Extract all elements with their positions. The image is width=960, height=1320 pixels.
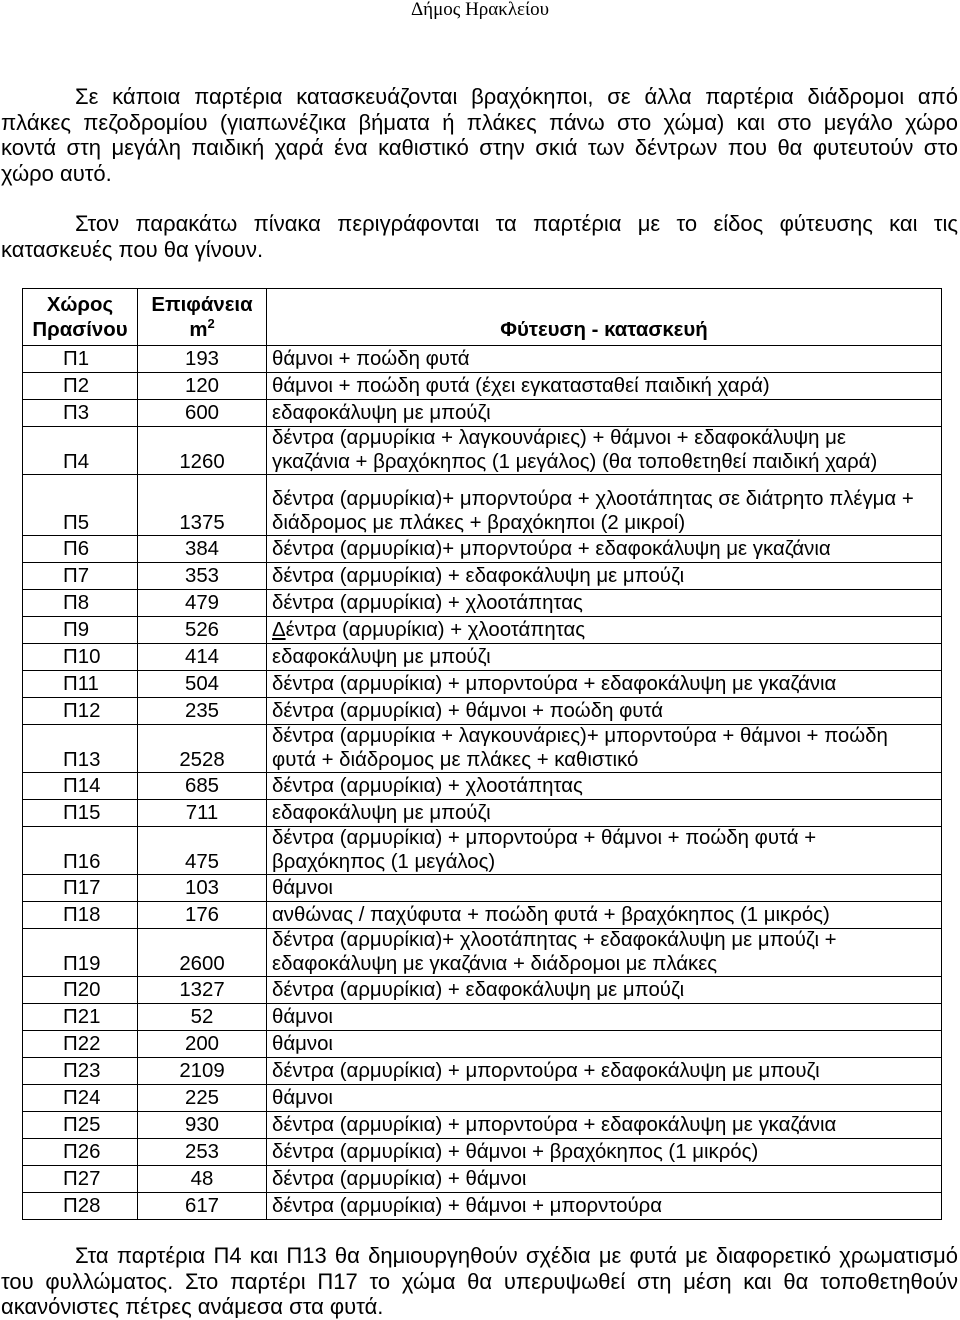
text-line: ακανόνιστες πέτρες ανάμεσα στα φυτά. [1, 1294, 384, 1320]
plot-id-cell: Π10 [23, 644, 138, 671]
area-cell: 176 [138, 902, 267, 929]
plot-id-cell: Π22 [23, 1031, 138, 1058]
planting-line: δέντρα (αρμυρίκια) + θάμνοι + ποώδη φυτά [272, 699, 663, 722]
table-row [23, 698, 942, 725]
planting-line: δέντρα (αρμυρίκια) + θάμνοι [272, 1167, 527, 1190]
table-row [23, 400, 942, 427]
table-row [23, 875, 942, 902]
table-row [23, 617, 942, 644]
planting-cell [267, 427, 942, 475]
area-cell: 600 [138, 400, 267, 427]
plot-id-cell: Π25 [23, 1112, 138, 1139]
planting-line: δέντρα (αρμυρίκια)+ χλοοτάπητας + εδαφοκάλυψη με μπούζι + [272, 929, 837, 951]
area-cell: 235 [138, 698, 267, 725]
area-cell: 1375 [138, 475, 267, 536]
plot-id-cell: Π12 [23, 698, 138, 725]
column-header-area-name [23, 289, 138, 346]
text-line: Στον παρακάτω πίνακα περιγράφονται τα παρτέρια με το είδος φύτευσης και τις [75, 211, 958, 236]
planting-cell [267, 1193, 942, 1220]
table-row [23, 773, 942, 800]
table-row [23, 929, 942, 977]
plot-id-cell: Π23 [23, 1058, 138, 1085]
planting-cell [267, 373, 942, 400]
planting-line: δέντρα (αρμυρίκια) + μπορντούρα + θάμνοι + ποώδη φυτά + [272, 827, 817, 849]
plot-id-cell: Π20 [23, 977, 138, 1004]
text-line: Στα παρτέρια Π4 και Π13 θα δημιουργηθούν σχέδια με φυτά με διαφορετικό χρωματισμό [75, 1243, 958, 1268]
planting-cell [267, 725, 942, 773]
planting-line: θάμνοι [272, 1086, 333, 1109]
plot-id-cell: Π17 [23, 875, 138, 902]
plot-id-cell: Π6 [23, 536, 138, 563]
planting-cell [267, 1004, 942, 1031]
table-row [23, 1085, 942, 1112]
planting-cell [267, 773, 942, 800]
plot-id-cell: Π2 [23, 373, 138, 400]
area-cell: 475 [138, 827, 267, 875]
plot-id-cell: Π8 [23, 590, 138, 617]
area-cell: 617 [138, 1193, 267, 1220]
area-cell: 52 [138, 1004, 267, 1031]
table-header-row [23, 289, 942, 346]
area-cell: 414 [138, 644, 267, 671]
table-row [23, 1193, 942, 1220]
table-row [23, 475, 942, 536]
planting-line: δέντρα (αρμυρίκια) + θάμνοι + μπορντούρα [272, 1194, 662, 1217]
planting-line: φυτά + διάδρομος με πλάκες + καθιστικό [272, 748, 639, 771]
table-row [23, 1166, 942, 1193]
planting-cell [267, 1139, 942, 1166]
planting-cell [267, 536, 942, 563]
table-row [23, 1139, 942, 1166]
planting-line: δέντρα (αρμυρίκια) + θάμνοι + βραχόκηπος (1 μικρός) [272, 1140, 759, 1163]
plot-id-cell: Π11 [23, 671, 138, 698]
planting-line: δέντρα (αρμυρίκια)+ μπορντούρα + εδαφοκάλυψη με γκαζάνια [272, 537, 831, 560]
plot-id-cell: Π9 [23, 617, 138, 644]
table-row [23, 827, 942, 875]
area-cell: 193 [138, 346, 267, 373]
table-row [23, 1031, 942, 1058]
planting-line: Δέντρα (αρμυρίκια) + χλοοτάπητας [272, 618, 586, 641]
planting-line: δέντρα (αρμυρίκια)+ μπορντούρα + χλοοτάπητας σε διάτρητο πλέγμα + [272, 488, 914, 510]
table-row [23, 977, 942, 1004]
area-cell: 504 [138, 671, 267, 698]
plot-id-cell: Π3 [23, 400, 138, 427]
plot-id-cell: Π13 [23, 725, 138, 773]
area-cell: 1260 [138, 427, 267, 475]
planting-cell [267, 977, 942, 1004]
table-row [23, 427, 942, 475]
table-row [23, 671, 942, 698]
table-row [23, 590, 942, 617]
planting-line: εδαφοκάλυψη με μπούζι [272, 645, 491, 668]
planting-cell [267, 563, 942, 590]
plot-id-cell: Π26 [23, 1139, 138, 1166]
planting-line: θάμνοι [272, 876, 333, 899]
plot-id-cell: Π14 [23, 773, 138, 800]
planting-cell [267, 1031, 942, 1058]
area-cell: 479 [138, 590, 267, 617]
area-cell: 253 [138, 1139, 267, 1166]
column-header-surface [138, 289, 267, 346]
planting-cell [267, 1166, 942, 1193]
area-cell: 353 [138, 563, 267, 590]
area-cell: 2109 [138, 1058, 267, 1085]
page-header-title: Δήμος Ηρακλείου [410, 0, 550, 20]
planting-cell [267, 617, 942, 644]
table-row [23, 902, 942, 929]
plot-id-cell: Π19 [23, 929, 138, 977]
planting-line: εδαφοκάλυψη με γκαζάνια + διάδρομοι με πλάκες [272, 952, 718, 975]
area-cell: 2528 [138, 725, 267, 773]
plot-id-cell: Π5 [23, 475, 138, 536]
planting-table [22, 288, 942, 1220]
planting-cell [267, 875, 942, 902]
plot-id-cell: Π24 [23, 1085, 138, 1112]
planting-table-head [23, 289, 942, 346]
planting-line: δέντρα (αρμυρίκια) + μπορντούρα + εδαφοκάλυψη με μπουζι [272, 1059, 820, 1082]
planting-cell [267, 827, 942, 875]
column-header-planting [267, 289, 942, 346]
table-row [23, 563, 942, 590]
plot-id-cell: Π18 [23, 902, 138, 929]
area-cell: 930 [138, 1112, 267, 1139]
closing-paragraph [1, 1243, 958, 1320]
planting-cell [267, 1112, 942, 1139]
surface-unit: m [189, 319, 208, 341]
planting-cell [267, 902, 942, 929]
table-row [23, 644, 942, 671]
planting-line: δέντρα (αρμυρίκια) + εδαφοκάλυψη με μπούζι [272, 978, 685, 1001]
planting-cell [267, 346, 942, 373]
table-row [23, 1112, 942, 1139]
area-cell: 2600 [138, 929, 267, 977]
area-cell: 711 [138, 800, 267, 827]
planting-line: δέντρα (αρμυρίκια) + μπορντούρα + εδαφοκάλυψη με γκαζάνια [272, 672, 837, 695]
planting-line: θάμνοι + ποώδη φυτά (έχει εγκατασταθεί παιδική χαρά) [272, 374, 770, 397]
table-row [23, 346, 942, 373]
area-cell: 1327 [138, 977, 267, 1004]
table-row [23, 1058, 942, 1085]
intro-paragraph-2 [1, 211, 958, 262]
plot-id-cell: Π27 [23, 1166, 138, 1193]
table-row [23, 800, 942, 827]
planting-line: θάμνοι [272, 1032, 333, 1055]
plot-id-cell: Π1 [23, 346, 138, 373]
planting-cell [267, 590, 942, 617]
plot-id-cell: Π15 [23, 800, 138, 827]
planting-line: δέντρα (αρμυρίκια + λαγκουνάριες) + θάμνοι + εδαφοκάλυψη με [272, 427, 847, 449]
text-line: Σε κάποια παρτέρια κατασκευάζονται βραχόκηποι, σε άλλα παρτέρια διάδρομοι από [75, 84, 958, 109]
planting-line: ανθώνας / παχύφυτα + ποώδη φυτά + βραχόκηπος (1 μικρός) [272, 903, 830, 926]
area-cell: 200 [138, 1031, 267, 1058]
area-cell: 526 [138, 617, 267, 644]
text-line: κατασκευές που θα γίνουν. [1, 236, 264, 262]
table-row [23, 725, 942, 773]
header-line: Χώρος [46, 294, 114, 316]
planting-cell [267, 475, 942, 536]
text-line: πλάκες πεζοδρομίου (γιαπωνέζικα βήματα ή πλάκες πάνω στο χώμα) και στο μεγάλο χώρο [1, 109, 958, 135]
planting-line: εδαφοκάλυψη με μπούζι [272, 801, 491, 824]
planting-cell [267, 400, 942, 427]
planting-line: γκαζάνια + βραχόκηπος (1 μεγάλος) (θα τοποθετηθεί παιδική χαρά) [272, 450, 878, 473]
planting-line: δέντρα (αρμυρίκια) + μπορντούρα + εδαφοκάλυψη με γκαζάνια [272, 1113, 837, 1136]
surface-unit-exponent: 2 [207, 316, 215, 331]
header-line: Πρασίνου [32, 319, 128, 341]
text-line: του φυλλώματος. Στο παρτέρι Π17 το χώμα θα υπερυψωθεί στη μέση και θα τοποθετηθούν [1, 1268, 958, 1294]
planting-line: διάδρομος με πλάκες + βραχόκηποι (2 μικροί) [272, 511, 686, 534]
area-cell: 48 [138, 1166, 267, 1193]
area-cell: 225 [138, 1085, 267, 1112]
area-cell: 384 [138, 536, 267, 563]
text-line: κοντά στη μεγάλη παιδική χαρά ένα καθιστικό στην σκιά των δέντρων που θα φυτευτούν στο [1, 135, 958, 161]
header-line: Επιφάνεια [151, 294, 253, 316]
plot-table-body [23, 346, 942, 1220]
planting-cell [267, 929, 942, 977]
planting-line: βραχόκηπος (1 μεγάλος) [272, 850, 496, 873]
planting-line: θάμνοι + ποώδη φυτά [272, 347, 470, 370]
intro-paragraph-1 [1, 84, 958, 186]
planting-line: δέντρα (αρμυρίκια + λαγκουνάριες)+ μπορντούρα + θάμνοι + ποώδη [272, 725, 888, 747]
area-cell: 103 [138, 875, 267, 902]
planting-line: θάμνοι [272, 1005, 333, 1028]
planting-line: δέντρα (αρμυρίκια) + εδαφοκάλυψη με μπούζι [272, 564, 685, 587]
plot-id-cell: Π28 [23, 1193, 138, 1220]
planting-cell [267, 698, 942, 725]
header-line: Φύτευση - κατασκευή [500, 319, 708, 341]
header-line [138, 318, 266, 343]
planting-line: δέντρα (αρμυρίκια) + χλοοτάπητας [272, 774, 583, 797]
planting-cell [267, 1085, 942, 1112]
planting-line: εδαφοκάλυψη με μπούζι [272, 401, 491, 424]
planting-cell [267, 644, 942, 671]
table-row [23, 1004, 942, 1031]
plot-id-cell: Π16 [23, 827, 138, 875]
table-row [23, 373, 942, 400]
planting-line: δέντρα (αρμυρίκια) + χλοοτάπητας [272, 591, 583, 614]
table-row [23, 536, 942, 563]
planting-cell [267, 800, 942, 827]
planting-cell [267, 671, 942, 698]
planting-cell [267, 1058, 942, 1085]
area-cell: 685 [138, 773, 267, 800]
text-line: χώρο αυτό. [1, 160, 112, 186]
plot-id-cell: Π21 [23, 1004, 138, 1031]
area-cell: 120 [138, 373, 267, 400]
plot-id-cell: Π4 [23, 427, 138, 475]
plot-id-cell: Π7 [23, 563, 138, 590]
